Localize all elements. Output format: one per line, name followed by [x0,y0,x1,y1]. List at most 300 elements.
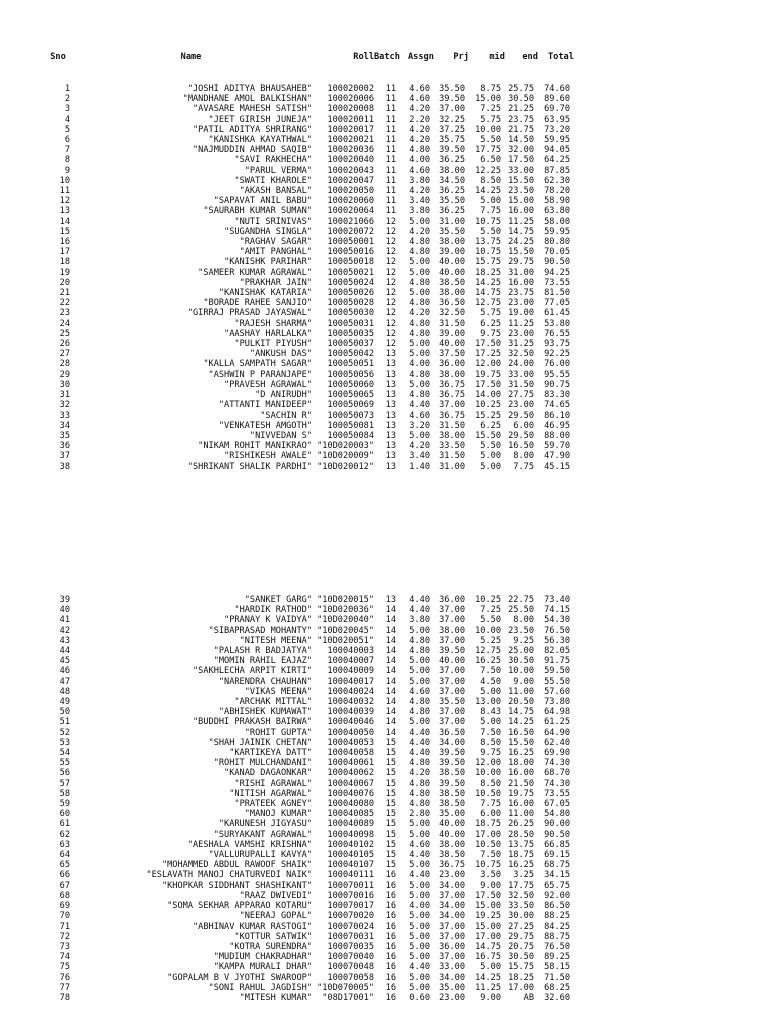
table-row [46,656,570,666]
cell-name: "VENKATESH AMGOTH" [218,420,312,431]
cell-batch: 15 [385,839,396,850]
cell-prj: 40.00 [439,819,465,830]
cell-mid: 5.75 [480,308,501,319]
cell-assgn: 5.00 [409,717,430,728]
cell-assgn: 5.00 [409,267,430,278]
cell-end: 8.00 [513,451,534,462]
cell-batch: 15 [385,850,396,861]
cell-total: 64.98 [544,707,570,718]
table-row [46,441,570,451]
table-row [46,799,570,809]
cell-prj: 36.75 [439,410,465,421]
cell-end: 33.00 [508,369,534,380]
cell-sno: 51 [59,717,70,728]
cell-sno: 42 [59,625,70,636]
cell-batch: 14 [385,707,396,718]
cell-sno: 53 [59,737,70,748]
cell-batch: 11 [385,94,396,105]
cell-mid: 7.25 [480,605,501,616]
table-row [46,431,570,441]
column-header-prj: Prj [453,52,469,62]
cell-mid: 15.50 [475,430,501,441]
cell-prj: 31.50 [439,318,465,329]
cell-mid: 5.75 [480,114,501,125]
cell-total: 90.00 [544,819,570,830]
cell-name: "ABHINAV KUMAR RASTOGI" [193,921,312,932]
table-row [46,166,570,176]
cell-total: 59.95 [544,135,570,146]
cell-roll: 100050024 [327,277,374,288]
cell-sno: 72 [59,931,70,942]
cell-batch: 16 [385,880,396,891]
cell-sno: 36 [59,441,70,452]
table-row [46,911,570,921]
cell-batch: 15 [385,778,396,789]
cell-mid: 17.00 [475,931,501,942]
cell-name: "KOTRA SURENDRA" [229,941,312,952]
cell-end: 15.50 [508,175,534,186]
cell-mid: 18.25 [475,267,501,278]
cell-assgn: 4.40 [409,605,430,616]
cell-roll: 100050031 [327,318,374,329]
cell-assgn: 4.80 [409,369,430,380]
cell-prj: 33.50 [439,441,465,452]
cell-assgn: 5.00 [409,216,430,227]
cell-sno: 12 [59,196,70,207]
cell-prj: 37.00 [439,921,465,932]
cell-roll: 100020036 [327,145,374,156]
table-row [46,677,570,687]
cell-prj: 39.50 [439,145,465,156]
cell-end: 33.50 [508,901,534,912]
cell-prj: 36.75 [439,390,465,401]
cell-prj: 39.50 [439,94,465,105]
cell-mid: 7.50 [480,727,501,738]
cell-mid: 3.50 [480,870,501,881]
cell-end: 8.00 [513,615,534,626]
table-row [46,115,570,125]
column-header-roll: Roll [353,52,374,62]
cell-end: 30.50 [508,94,534,105]
cell-mid: 9.75 [480,748,501,759]
table-row [46,94,570,104]
cell-assgn: 4.00 [409,901,430,912]
cell-assgn: 4.80 [409,298,430,309]
cell-roll: 100020043 [327,165,374,176]
cell-assgn: 1.40 [409,461,430,472]
cell-name: "SOMA SEKHAR APPARAO KOTARU" [167,901,312,912]
cell-assgn: 4.40 [409,400,430,411]
column-header-total: Total [548,52,574,62]
cell-prj: 38.00 [439,369,465,380]
cell-prj: 38.00 [439,625,465,636]
cell-end: 22.75 [508,595,534,605]
cell-mid: 15.00 [475,94,501,105]
cell-sno: 37 [59,451,70,462]
cell-prj: 36.50 [439,298,465,309]
cell-batch: 11 [385,145,396,156]
table-row [46,707,570,717]
cell-assgn: 5.00 [409,379,430,390]
cell-sno: 66 [59,870,70,881]
cell-prj: 33.00 [439,962,465,973]
cell-name: "ARCHAK MITTAL" [234,697,312,708]
cell-end: 15.50 [508,247,534,258]
cell-batch: 13 [385,441,396,452]
cell-name: "ANKUSH DAS" [249,349,312,360]
cell-name: "KOTTUR SATWIK" [234,931,312,942]
cell-sno: 44 [59,646,70,657]
cell-roll: 100020017 [327,124,374,135]
cell-name: "BORADE RAHEE SANJIO" [203,298,312,309]
cell-name: "AASHAY HARLALKA" [224,328,312,339]
cell-name: "SAURABH KUMAR SUMAN" [203,206,312,217]
cell-end: 28.50 [508,829,534,840]
cell-prj: 31.50 [439,420,465,431]
cell-total: 62.40 [544,737,570,748]
cell-total: 47.90 [544,451,570,462]
cell-mid: 7.50 [480,666,501,677]
cell-sno: 43 [59,635,70,646]
cell-total: 90.75 [544,379,570,390]
cell-roll: 100050026 [327,288,374,299]
cell-sno: 69 [59,901,70,912]
cell-end: 31.00 [508,267,534,278]
cell-sno: 54 [59,748,70,759]
cell-end: 32.00 [508,145,534,156]
cell-mid: 12.25 [475,165,501,176]
cell-roll: "10D020015" [317,595,374,605]
cell-mid: 12.75 [475,298,501,309]
cell-prj: 36.50 [439,727,465,738]
cell-batch: 16 [385,921,396,932]
cell-assgn: 4.80 [409,707,430,718]
cell-mid: 17.00 [475,829,501,840]
cell-assgn: 5.00 [409,972,430,983]
cell-assgn: 4.20 [409,186,430,197]
cell-batch: 16 [385,972,396,983]
cell-batch: 14 [385,635,396,646]
cell-name: "SUGANDHA SINGLA" [224,226,312,237]
cell-name: "D ANIRUDH" [255,390,312,401]
cell-assgn: 4.40 [409,850,430,861]
cell-sno: 75 [59,962,70,973]
cell-name: "JOSHI ADITYA BHAUSAHEB" [187,84,312,94]
cell-assgn: 4.60 [409,84,430,94]
cell-prj: 23.00 [439,992,465,1003]
cell-name: "AKASH BANSAL" [239,186,312,197]
cell-assgn: 4.40 [409,870,430,881]
cell-name: "NIKAM ROHIT MANIKRAO" [198,441,312,452]
cell-name: "ATTANTI MANIDEEP" [218,400,312,411]
cell-prj: 37.00 [439,104,465,115]
cell-total: 54.30 [544,615,570,626]
cell-total: 55.50 [544,676,570,687]
cell-mid: 5.00 [480,451,501,462]
table-row [46,186,570,196]
cell-name: "BUDDHI PRAKASH BAIRWA" [193,717,312,728]
cell-sno: 22 [59,298,70,309]
table-row [46,319,570,329]
cell-sno: 56 [59,768,70,779]
cell-mid: 8.50 [480,737,501,748]
cell-sno: 17 [59,247,70,258]
cell-batch: 16 [385,992,396,1003]
cell-sno: 7 [64,145,70,156]
cell-sno: 19 [59,267,70,278]
cell-end: 27.25 [508,921,534,932]
cell-sno: 78 [59,992,70,1003]
cell-end: 29.50 [508,430,534,441]
cell-batch: 13 [385,369,396,380]
cell-end: 11.25 [508,318,534,329]
cell-batch: 13 [385,349,396,360]
cell-batch: 15 [385,809,396,820]
cell-total: 59.70 [544,441,570,452]
cell-name: "SAMEER KUMAR AGRAWAL" [198,267,312,278]
cell-roll: 100040076 [327,788,374,799]
cell-sno: 25 [59,328,70,339]
cell-prj: 38.50 [439,277,465,288]
cell-prj: 38.50 [439,788,465,799]
cell-prj: 37.00 [439,615,465,626]
cell-total: 58.90 [544,196,570,207]
cell-end: 32.50 [508,349,534,360]
table-row [46,380,570,390]
cell-assgn: 3.80 [409,175,430,186]
cell-total: 68.70 [544,768,570,779]
cell-roll: 100050056 [327,369,374,380]
cell-name: "SIBAPRASAD MOHANTY" [208,625,312,636]
cell-batch: 16 [385,931,396,942]
cell-mid: 16.25 [475,656,501,667]
cell-roll: 100040085 [327,809,374,820]
cell-total: 74.30 [544,758,570,769]
cell-batch: 16 [385,982,396,993]
table-row [46,595,570,605]
cell-mid: 14.25 [475,972,501,983]
cell-mid: 14.75 [475,941,501,952]
table-row [46,962,570,972]
cell-batch: 13 [385,359,396,370]
cell-sno: 76 [59,972,70,983]
cell-prj: 36.00 [439,359,465,370]
cell-sno: 57 [59,778,70,789]
cell-mid: 10.75 [475,216,501,227]
cell-assgn: 4.60 [409,410,430,421]
table-row [46,870,570,880]
cell-end: 10.00 [508,666,534,677]
cell-sno: 64 [59,850,70,861]
cell-end: 16.50 [508,727,534,738]
cell-prj: 37.50 [439,349,465,360]
cell-assgn: 5.00 [409,339,430,350]
cell-mid: 9.00 [480,880,501,891]
cell-batch: 14 [385,717,396,728]
cell-mid: 15.25 [475,410,501,421]
cell-name: "PRANAY K VAIDYA" [224,615,312,626]
cell-batch: 15 [385,768,396,779]
cell-total: 80.80 [544,237,570,248]
cell-batch: 14 [385,666,396,677]
cell-total: 86.10 [544,410,570,421]
table-row [46,605,570,615]
cell-mid: 13.75 [475,237,501,248]
table-row [46,247,570,257]
cell-batch: 16 [385,901,396,912]
table-row [46,830,570,840]
cell-name: "RISHI AGRAWAL" [234,778,312,789]
cell-mid: 11.25 [475,982,501,993]
cell-total: 94.05 [544,145,570,156]
cell-batch: 11 [385,135,396,146]
cell-name: "KANISHAK KATARIA" [218,288,312,299]
cell-assgn: 4.80 [409,145,430,156]
cell-prj: 34.00 [439,901,465,912]
cell-prj: 31.50 [439,451,465,462]
cell-end: 16.25 [508,748,534,759]
cell-roll: 100050060 [327,379,374,390]
cell-assgn: 5.00 [409,952,430,963]
cell-sno: 34 [59,420,70,431]
cell-name: "SAKHLECHA ARPIT KIRTI" [193,666,312,677]
cell-end: 17.50 [508,155,534,166]
cell-roll: 100040007 [327,656,374,667]
cell-name: "MITESH KUMAR" [239,992,312,1003]
table-row [46,411,570,421]
cell-prj: 40.00 [439,339,465,350]
cell-prj: 37.00 [439,635,465,646]
cell-batch: 13 [385,430,396,441]
cell-roll: 100020040 [327,155,374,166]
cell-roll: 100040017 [327,676,374,687]
cell-prj: 35.50 [439,196,465,207]
table-row [46,390,570,400]
cell-batch: 13 [385,379,396,390]
cell-name: "KANISHKA KAYATHWAL" [208,135,312,146]
table-row [46,359,570,369]
cell-end: 31.50 [508,379,534,390]
cell-mid: 12.75 [475,646,501,657]
cell-sno: 2 [64,94,70,105]
cell-batch: 13 [385,461,396,472]
cell-end: 20.50 [508,697,534,708]
cell-sno: 9 [64,165,70,176]
cell-end: 25.00 [508,646,534,657]
cell-total: 58.00 [544,216,570,227]
cell-mid: 7.25 [480,104,501,115]
cell-end: 23.00 [508,298,534,309]
cell-roll: "08D17001" [322,992,374,1003]
cell-roll: 100050081 [327,420,374,431]
cell-end: 25.75 [508,84,534,94]
cell-mid: 17.75 [475,145,501,156]
cell-total: 69.90 [544,748,570,759]
cell-total: 82.05 [544,646,570,657]
cell-roll: 100040024 [327,686,374,697]
cell-assgn: 4.60 [409,94,430,105]
grade-table-block-2 [46,595,570,1003]
cell-total: 62.30 [544,175,570,186]
table-row [46,84,570,94]
cell-prj: 37.00 [439,676,465,687]
cell-prj: 35.50 [439,226,465,237]
cell-roll: "10D020003" [317,441,374,452]
cell-mid: 10.25 [475,595,501,605]
cell-prj: 37.00 [439,400,465,411]
cell-roll: 100020002 [327,84,374,94]
cell-name: "NITISH AGARWAL" [229,788,312,799]
cell-assgn: 5.00 [409,676,430,687]
cell-name: "AESHALA VAMSHI KRISHNA" [187,839,312,850]
cell-end: 16.50 [508,441,534,452]
column-header-mid: mid [489,52,505,62]
cell-end: 27.75 [508,390,534,401]
cell-name: "KAMPA MURALI DHAR" [213,962,312,973]
cell-batch: 12 [385,226,396,237]
cell-sno: 71 [59,921,70,932]
cell-assgn: 4.80 [409,799,430,810]
cell-mid: 17.25 [475,349,501,360]
cell-mid: 8.43 [480,707,501,718]
cell-total: 92.25 [544,349,570,360]
cell-sno: 30 [59,379,70,390]
cell-roll: 100040062 [327,768,374,779]
cell-total: 73.55 [544,277,570,288]
table-row [46,952,570,962]
cell-sno: 15 [59,226,70,237]
table-row [46,145,570,155]
cell-total: 95.55 [544,369,570,380]
table-row [46,349,570,359]
cell-assgn: 4.20 [409,308,430,319]
cell-mid: 5.00 [480,196,501,207]
cell-mid: 17.50 [475,379,501,390]
cell-total: 53.80 [544,318,570,329]
cell-roll: 100040098 [327,829,374,840]
cell-name: "ROHIT GUPTA" [244,727,312,738]
cell-sno: 35 [59,430,70,441]
table-row [46,421,570,431]
cell-total: 73.20 [544,124,570,135]
cell-roll: 100070024 [327,921,374,932]
cell-batch: 13 [385,595,396,605]
cell-prj: 38.50 [439,850,465,861]
table-row [46,451,570,461]
cell-batch: 15 [385,758,396,769]
cell-assgn: 4.60 [409,165,430,176]
cell-roll: 100070016 [327,890,374,901]
cell-name: "PALASH R BADJATYA" [213,646,312,657]
cell-batch: 14 [385,727,396,738]
cell-end: 14.75 [508,707,534,718]
cell-total: 74.15 [544,605,570,616]
cell-batch: 13 [385,420,396,431]
cell-mid: 15.00 [475,921,501,932]
cell-sno: 67 [59,880,70,891]
cell-assgn: 5.00 [409,921,430,932]
cell-name: "ABHISHEK KUMAWAT" [218,707,312,718]
table-row [46,922,570,932]
cell-assgn: 4.80 [409,635,430,646]
cell-roll: "10D020040" [317,615,374,626]
cell-end: 9.25 [513,635,534,646]
cell-sno: 21 [59,288,70,299]
cell-name: "KANISHK PARIHAR" [224,257,312,268]
table-row [46,636,570,646]
cell-assgn: 4.80 [409,390,430,401]
cell-assgn: 4.40 [409,962,430,973]
